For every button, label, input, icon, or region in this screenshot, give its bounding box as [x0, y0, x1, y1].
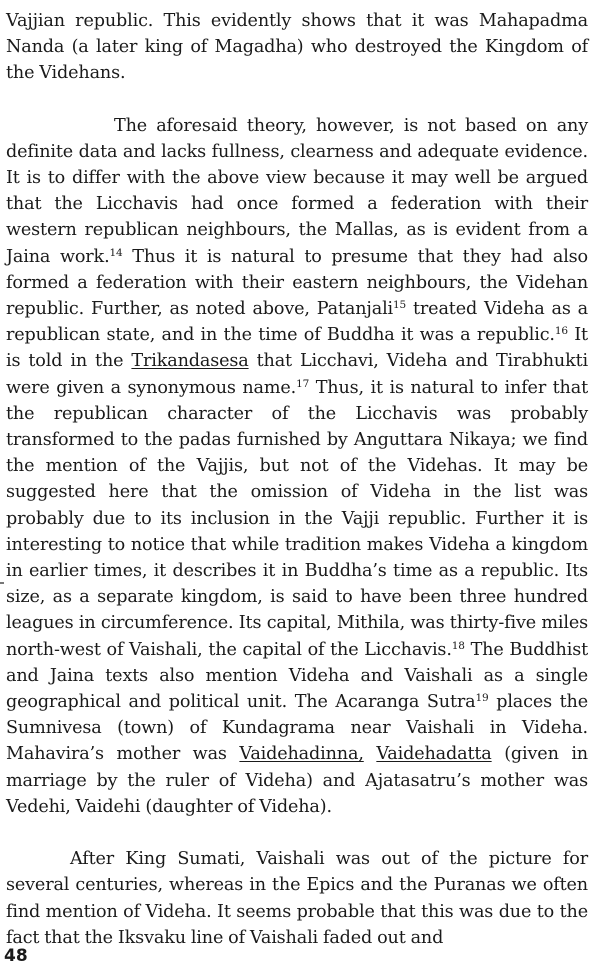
text-segment: places the Sumnivesa (town) of Kundagrama near Vaishali in Videha. Mahavira’s mother was [6, 692, 588, 765]
footnote-ref-16: 16 [554, 325, 568, 338]
text-segment: that Licchavi, Videha and Tirabhukti were given a synonymous name. [6, 351, 588, 398]
underlined-term-vaidehadinna: Vaidehadinna, [239, 744, 364, 765]
text-segment: The Buddhist and Jaina texts also mention Videha and Vaishali as a single geographical and political unit. The Acaranga Sutra [6, 639, 588, 713]
page-body [6, 8, 588, 951]
footnote-ref-14: 14 [109, 246, 123, 259]
underlined-term-trikandasesa: Trikandasesa [131, 351, 249, 372]
text-segment: The aforesaid theory, however, is not based on any definite data and lacks fullness, clearness and adequate evidence. It is to differ with the above view because it may well be argued that the Licchavis had once formed a federation with their western republican neighbours, the Mallas, as is evident from a Jaina work. [6, 115, 588, 267]
margin-mark [0, 582, 4, 584]
footnote-ref-19: 19 [475, 692, 489, 705]
page-number: 48 [4, 946, 28, 966]
text-segment: Thus, it is natural to infer that the republican character of the Licchavis was probably transformed to the padas furnished by Anguttara Nikaya; we find the mention of the Vajjis, but not of the Videhas. It may be suggested here that the omission of Videha in the list was probably due to its inclusion in the Vajji republic. Further it is interesting to notice that while tradition makes Videha a kingdom in earlier times, it describes it in Buddha’s time as a republic. Its size, as a separate kingdom, is said to have been three hundred leagues in circumference. Its capital, Mithila, was thirty-five miles north-west of Vaishali, the capital of the Licchavis. [6, 377, 588, 660]
text-segment: treated Videha as a republican state, and in the time of Buddha it was a republic. [6, 299, 588, 346]
paragraph-1: Vajjian republic. This evidently shows that it was Mahapadma Nanda (a later king of Magadha) who destroyed the Kingdom of the Videhans. [6, 11, 588, 84]
paragraph-2 [6, 113, 588, 820]
footnote-ref-18: 18 [451, 639, 465, 652]
text-segment: (given in marriage by the ruler of Videha) and Ajatasatru’s mother was Vedehi, Vaidehi (daughter of Videha). [6, 744, 588, 817]
text-segment [364, 744, 377, 764]
footnote-ref-15: 15 [393, 299, 407, 312]
footnote-ref-17: 17 [296, 377, 310, 390]
paragraph-3: After King Sumati, Vaishali was out of the picture for several centuries, whereas in the Epics and the Puranas we often find mention of Videha. It seems probable that this was due to the fact that the Iksvaku line of Vaishali faded out and [6, 849, 588, 948]
text-segment: Thus it is natural to presume that they had also formed a federation with their eastern neighbours, the Videhan republic. Further, as noted above, Patanjali [6, 246, 589, 320]
underlined-term-vaidehadatta: Vaidehadatta [376, 744, 492, 765]
text-segment: It is told in the [6, 325, 588, 372]
